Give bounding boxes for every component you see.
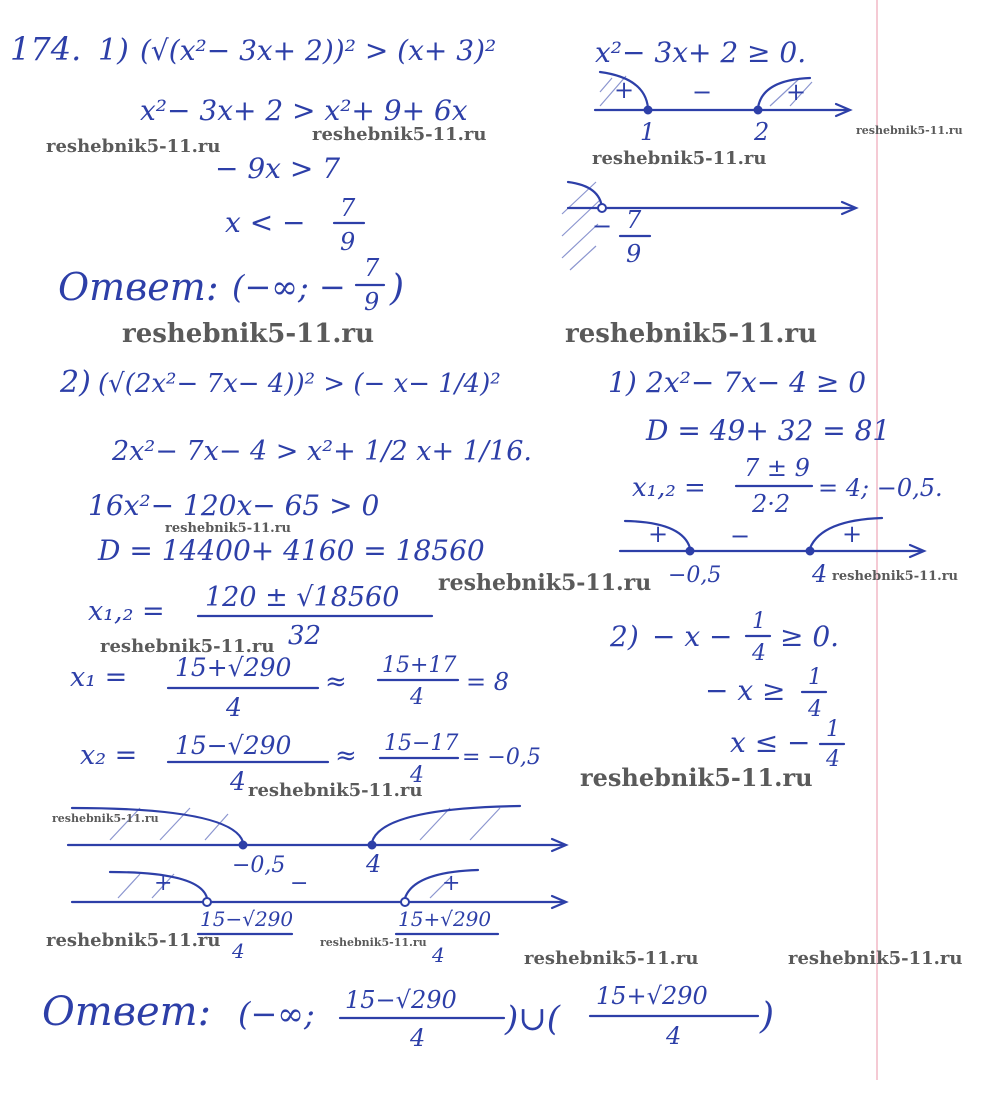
part2-line-2: 2x²− 7x− 4 > x²+ 1/2 x+ 1/16.	[112, 436, 532, 467]
svg-text:reshebnik5-11.ru: reshebnik5-11.ru	[320, 936, 427, 949]
svg-text:≈: ≈	[335, 741, 357, 771]
cond2-line-3-den: 4	[826, 747, 840, 772]
cond1-roots-den: 2·2	[752, 490, 791, 518]
svg-text:reshebnik5-11.ru: reshebnik5-11.ru	[580, 763, 813, 792]
axis5-point-2-num: 15+√290	[398, 907, 492, 931]
axis2-point-den: 9	[626, 240, 642, 268]
svg-text:reshebnik5-11.ru: reshebnik5-11.ru	[165, 521, 292, 536]
cond2-line-3-num: 1	[826, 717, 840, 742]
axis3-sign-2: −	[730, 522, 751, 550]
cond2-line-1-tail: ≥ 0.	[780, 620, 840, 653]
part1-result: x < −	[225, 206, 306, 239]
svg-text:reshebnik5-11.ru: reshebnik5-11.ru	[832, 569, 959, 584]
part2-line-1: (√(2x²− 7x− 4))² > (− x− 1/4)²	[98, 369, 501, 399]
cond2-line-2-num: 1	[808, 665, 822, 690]
svg-text:reshebnik5-11.ru: reshebnik5-11.ru	[46, 136, 221, 157]
roots-num: 120 ± √18560	[205, 582, 400, 613]
cond2-line-3: x ≤ −	[730, 726, 811, 759]
cond1-roots-num: 7 ± 9	[744, 454, 810, 482]
part2-answer-word: Ответ:	[42, 989, 212, 1035]
problem-number: 174.	[10, 30, 82, 68]
cond2-line-1-den: 4	[752, 641, 766, 666]
axis1-sign-1: +	[614, 76, 635, 104]
svg-text:reshebnik5-11.ru: reshebnik5-11.ru	[248, 780, 423, 801]
x1-approx-num: 15+17	[382, 653, 457, 678]
svg-text:reshebnik5-11.ru: reshebnik5-11.ru	[312, 124, 487, 145]
part1-label: 1)	[98, 33, 129, 68]
cond1-label: 1)	[608, 366, 637, 399]
x1-lhs: x₁ =	[70, 662, 128, 693]
axis3-sign-1: +	[648, 520, 669, 548]
part1-result-num: 7	[340, 194, 356, 222]
x2-approx-den: 4	[410, 763, 424, 788]
part2-answer-union: )∪(	[505, 999, 561, 1039]
cond2-line-2-den: 4	[808, 697, 822, 722]
part2-answer-frac1-num: 15−√290	[345, 986, 457, 1014]
number-line-1	[595, 72, 850, 146]
cond2-line-2: − x ≥	[705, 674, 786, 707]
part1-result-den: 9	[340, 228, 356, 256]
axis5-point-1-den: 4	[232, 939, 245, 963]
number-line-5	[72, 870, 566, 967]
part2-answer-frac1-den: 4	[410, 1024, 426, 1052]
part1-answer-open: (−∞; −	[232, 268, 346, 306]
part1-answer-num: 7	[364, 254, 380, 282]
part2-answer-close: )	[760, 996, 775, 1037]
svg-text:reshebnik5-11.ru: reshebnik5-11.ru	[52, 812, 159, 825]
part2-line-4: D = 14400+ 4160 = 18560	[98, 534, 485, 567]
axis3-sign-3: +	[842, 520, 863, 548]
svg-text:reshebnik5-11.ru: reshebnik5-11.ru	[788, 948, 963, 969]
x2-den: 4	[230, 767, 246, 796]
axis5-sign-2: −	[290, 871, 309, 896]
x2-num: 15−√290	[175, 731, 292, 760]
part1-condition: x²− 3x+ 2 ≥ 0.	[595, 36, 807, 69]
x1-num: 15+√290	[175, 653, 292, 682]
part2-label: 2)	[60, 365, 91, 400]
axis1-sign-2: −	[692, 78, 713, 106]
axis1-point-2: 2	[754, 118, 770, 146]
svg-text:reshebnik5-11.ru: reshebnik5-11.ru	[565, 319, 818, 349]
part1-answer-word: Ответ:	[58, 265, 219, 309]
axis4-point-1: −0,5	[232, 853, 286, 878]
svg-text:reshebnik5-11.ru: reshebnik5-11.ru	[100, 636, 275, 657]
axis2-point-num: 7	[626, 206, 642, 234]
axis1-point-1: 1	[640, 118, 656, 146]
svg-text:reshebnik5-11.ru: reshebnik5-11.ru	[46, 930, 221, 951]
cond2-line-1: − x −	[652, 620, 733, 653]
cond2-label: 2)	[610, 620, 639, 653]
svg-text:reshebnik5-11.ru: reshebnik5-11.ru	[438, 570, 652, 596]
part1-line-3: − 9x > 7	[215, 152, 341, 185]
svg-text:reshebnik5-11.ru: reshebnik5-11.ru	[592, 148, 767, 169]
axis2-point-prefix: −	[592, 212, 613, 240]
axis3-point-2: 4	[812, 560, 828, 588]
axis5-sign-1: +	[154, 871, 173, 896]
x2-approx-num: 15−17	[384, 731, 459, 756]
cond1-roots-val: = 4; −0,5.	[818, 474, 943, 502]
x1-approx-val: = 8	[466, 668, 510, 696]
part2-line-3: 16x²− 120x− 65 > 0	[88, 489, 380, 522]
roots-lhs: x₁,₂ =	[88, 596, 165, 627]
axis5-sign-3: +	[442, 871, 461, 896]
svg-text:reshebnik5-11.ru: reshebnik5-11.ru	[122, 319, 375, 349]
cond1-line-2: D = 49+ 32 = 81	[646, 414, 891, 447]
axis4-point-2: 4	[366, 850, 382, 878]
axis3-point-1: −0,5	[668, 563, 722, 588]
part1-answer-den: 9	[364, 288, 380, 316]
svg-text:≈: ≈	[325, 667, 347, 697]
axis1-sign-3: +	[786, 78, 807, 106]
svg-text:reshebnik5-11.ru: reshebnik5-11.ru	[524, 948, 699, 969]
cond1-line-1: 2x²− 7x− 4 ≥ 0	[646, 366, 867, 399]
x2-lhs: x₂ =	[80, 740, 138, 771]
part1-line-1: (√(x²− 3x+ 2))² > (x+ 3)²	[140, 34, 497, 67]
cond1-roots-lhs: x₁,₂ =	[632, 473, 706, 503]
x1-approx-den: 4	[410, 685, 424, 710]
part1-answer-close: )	[390, 268, 405, 309]
cond2-line-1-num: 1	[752, 609, 766, 634]
part2-answer-part1: (−∞;	[238, 995, 315, 1033]
part2-answer-frac2-den: 4	[666, 1022, 682, 1050]
part2-answer-frac2-num: 15+√290	[596, 982, 708, 1010]
roots-den: 32	[288, 621, 322, 651]
axis5-point-1-num: 15−√290	[200, 907, 294, 931]
number-line-2	[562, 182, 856, 270]
x1-den: 4	[226, 693, 242, 722]
x2-approx-val: = −0,5	[462, 745, 541, 770]
axis5-point-2-den: 4	[432, 943, 445, 967]
svg-text:reshebnik5-11.ru: reshebnik5-11.ru	[856, 124, 963, 137]
part1-line-2: x²− 3x+ 2 > x²+ 9+ 6x	[140, 94, 468, 127]
